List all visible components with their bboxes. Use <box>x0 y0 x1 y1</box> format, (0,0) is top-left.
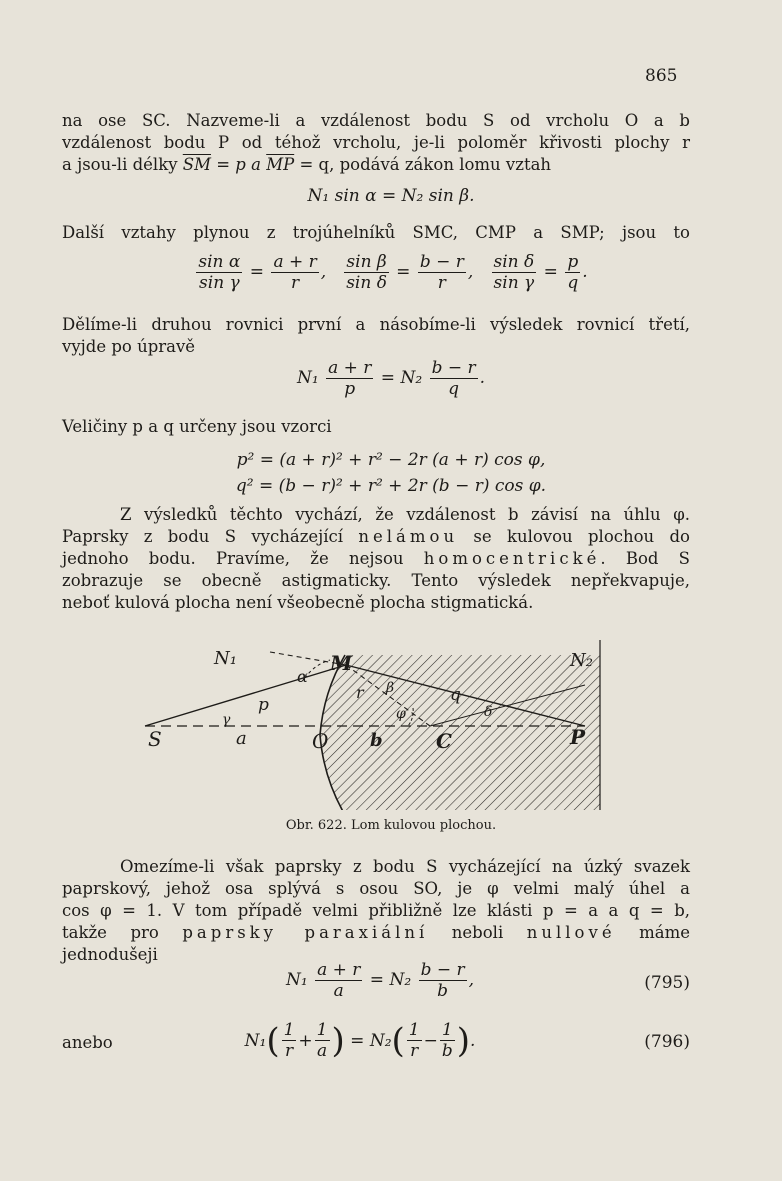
label-b: b <box>370 730 383 751</box>
label-p-point: P <box>570 725 586 749</box>
label-o: O <box>312 729 329 753</box>
equation-number-796: (796) <box>644 1032 690 1052</box>
p5-line-4: zobrazuje se obecně astigmaticky. Tento výsledek nepřekvapuje, <box>62 571 690 590</box>
segment-sm: $\overline{SM}$ <box>182 155 211 174</box>
p1-line-2: vzdálenost bodu P od téhož vrcholu, je-li poloměr křivosti plochy r <box>62 133 690 152</box>
paragraph-3 <box>62 314 690 358</box>
label-n1: N₁ <box>214 648 237 669</box>
p3-line-1: Dělíme-li druhou rovnici první a násobíme-li výsledek rovnicí třetí, <box>62 315 690 334</box>
label-phi: φ <box>396 706 406 722</box>
label-q: q <box>450 685 461 705</box>
paragraph-5 <box>62 504 690 614</box>
label-r: r <box>356 683 364 702</box>
equation-795: N₁ $\frac{a + r}{a}$ = N₂ $\frac{b - r}{b}$ , <box>285 960 475 1001</box>
paragraph-6 <box>62 856 690 966</box>
eq796-frac-4: $\frac{1}{b}$ <box>441 1020 453 1061</box>
p1-line-1: na ose SC. Nazveme-li a vzdálenost bodu S od vrcholu O a b <box>62 111 690 130</box>
equation-number-795: (795) <box>644 973 690 993</box>
ratio-1-right: $\frac{a + r}{r}$ <box>273 252 317 293</box>
equation-796: N₁ ( $\frac{1}{r}$ + $\frac{1}{a}$ ) = N₂ ( $\frac{1}{r}$ − $\frac{1}{b}$ ) . <box>244 1020 476 1061</box>
ratio-1-left: $\frac{\text{sin α}}{\text{sin γ}}$ <box>198 252 241 293</box>
refraction-figure <box>130 630 620 810</box>
eq796-frac-3: $\frac{1}{r}$ <box>408 1020 420 1061</box>
ratio-2-left: $\frac{\text{sin β}}{\text{sin δ}}$ <box>346 252 387 293</box>
p5-line-2: Paprsky z bodu S vycházející nelámou se kulovou plochou do <box>62 527 690 546</box>
eq795-frac-left: $\frac{a + r}{a}$ <box>317 960 361 1001</box>
label-n2: N₂ <box>570 650 593 671</box>
equation-ratios: $\frac{\text{sin α}}{\text{sin γ}}$ = $\frac{a + r}{r}$ , $\frac{\text{sin β}}{\text{sin δ}}$ = $\frac{b - r}{r}$ , $\frac{\text{sin δ}}{\text{sin γ}}$ = $\frac{p}{q}$ . <box>198 252 588 293</box>
p1-l3-b: = p a <box>210 155 267 174</box>
eq796-frac-1: $\frac{1}{r}$ <box>283 1020 295 1061</box>
label-alpha: α <box>297 667 308 686</box>
label-beta: β <box>386 680 395 696</box>
p6-line-2: paprskový, jehož osa splývá s osou SO, je φ velmi malý úhel a <box>62 879 690 898</box>
equation-p-squared: p² = (a + r)² + r² − 2r (a + r) cos φ, <box>236 450 546 470</box>
paragraph-2 <box>62 222 690 244</box>
p1-line-3 <box>62 154 690 176</box>
p2-line: Další vztahy plynou z trojúhelníků SMC, CMP a SMP; jsou to <box>62 223 690 242</box>
label-m: M <box>330 651 353 675</box>
p3-line-2: vyjde po úpravě <box>62 337 196 356</box>
glass-region <box>310 640 602 810</box>
ratio-3-left: $\frac{\text{sin δ}}{\text{sin γ}}$ <box>493 252 535 293</box>
p6-line-3: cos φ = 1. V tom případě velmi přibližně lze klásti p = a a q = b, <box>62 901 690 920</box>
label-s: S <box>148 727 162 751</box>
segment-mp: $\overline{MP}$ <box>266 155 295 174</box>
equation-q-squared: q² = (b − r)² + r² + 2r (b − r) cos φ. <box>235 476 547 496</box>
p1-l3-c: = q, podává zákon lomu vztah <box>294 155 552 174</box>
label-gamma: γ <box>222 712 231 728</box>
label-delta: δ <box>484 704 493 720</box>
p4-line: Veličiny p a q určeny jsou vzorci <box>62 417 332 436</box>
p6-line-4: takže pro paprsky paraxiální neboli nullové máme <box>62 923 690 942</box>
paragraph-4 <box>62 416 690 438</box>
figure-caption: Obr. 622. Lom kulovou plochou. <box>285 818 497 833</box>
equation-combined: N₁ $\frac{a + r}{p}$ = N₂ $\frac{b - r}{q}$ . <box>296 358 486 399</box>
page-number: 865 <box>645 66 678 86</box>
eq796-frac-2: $\frac{1}{a}$ <box>316 1020 328 1061</box>
p6-line-1: Omezíme-li však paprsky z bodu S vycházející na úzký svazek <box>120 857 690 876</box>
label-a: a <box>236 728 247 749</box>
combined-frac-right: $\frac{b - r}{q}$ <box>431 358 476 399</box>
p5-line-1: Z výsledků těchto vychází, že vzdálenost b závisí na úhlu φ. <box>120 505 690 524</box>
ratio-3-right: $\frac{p}{q}$ <box>567 252 579 293</box>
ratio-2-right: $\frac{b - r}{r}$ <box>419 252 464 293</box>
p1-l3-a: a jsou-li délky <box>62 155 183 174</box>
equation-snell: N₁ sin α = N₂ sin β. <box>307 186 475 206</box>
eq795-frac-right: $\frac{b - r}{b}$ <box>420 960 465 1001</box>
combined-frac-left: $\frac{a + r}{p}$ <box>328 358 372 399</box>
incident-ray <box>145 665 346 726</box>
alpha-arc <box>305 660 330 678</box>
p6-line-5: jednodušeji <box>62 945 158 964</box>
word-anebo: anebo <box>62 1033 113 1052</box>
paragraph-1 <box>62 110 690 176</box>
label-c: C <box>436 729 452 753</box>
p5-line-5: neboť kulová plocha není všeobecně plocha stigmatická. <box>62 593 534 612</box>
p5-line-3: jednoho bodu. Pravíme, že nejsou homocentrické. Bod S <box>62 549 690 568</box>
label-p: p <box>258 695 269 715</box>
